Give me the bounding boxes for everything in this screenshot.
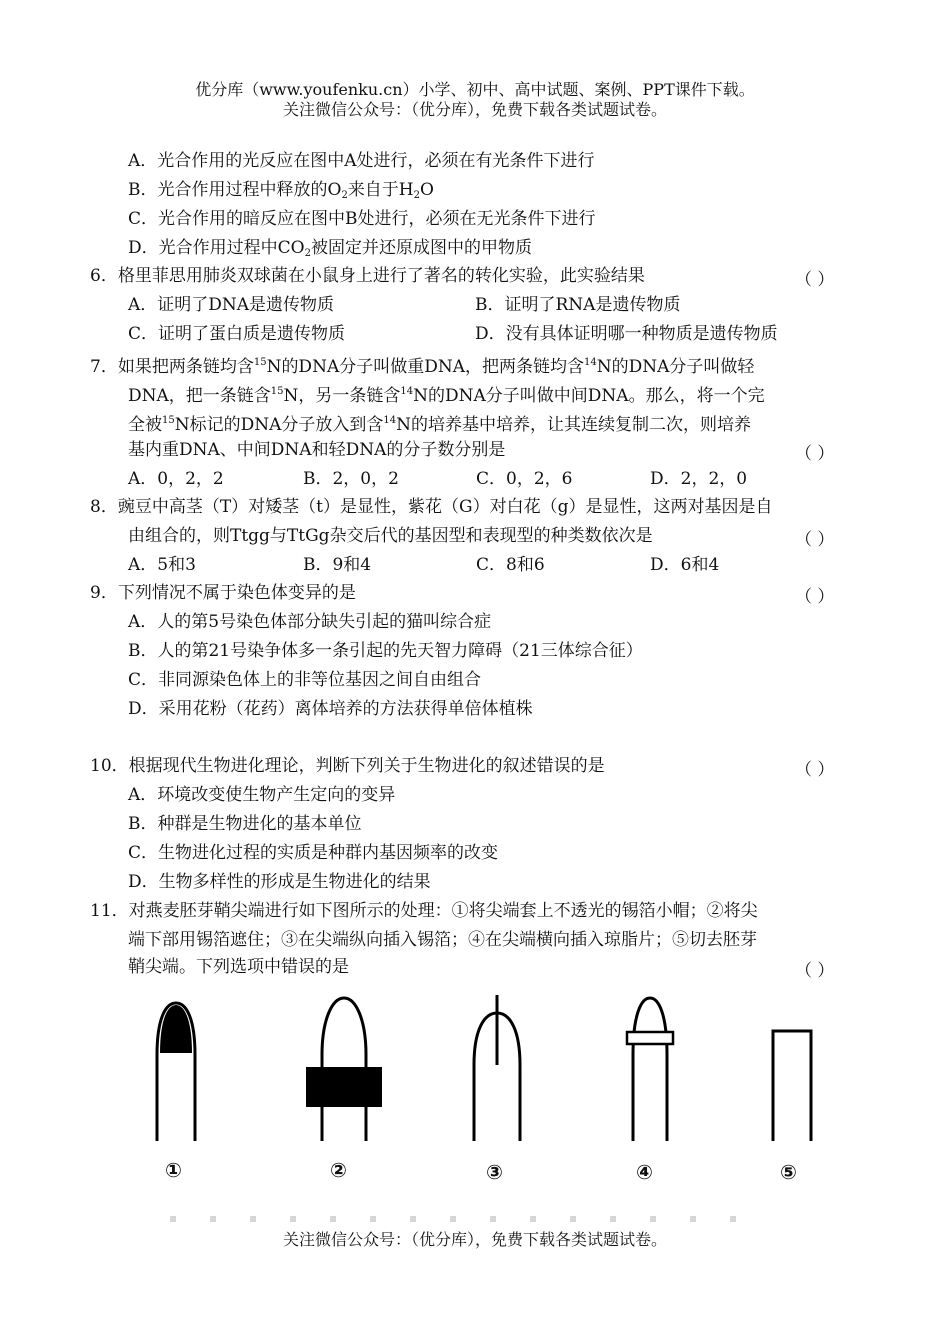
q9-answer-paren: （ ） (795, 587, 835, 607)
coleoptile-4 (627, 998, 673, 1141)
q8-answer-paren: （ ） (795, 530, 835, 550)
q6-answer-paren: （ ） (795, 270, 835, 290)
q7-line-1: 7．如果把两条链均含$^{15}$N的DNA分子叫做重DNA，把两条链均含$^{14}$N的DNA分子叫做轻 (90, 357, 755, 377)
q10-option-a: A．环境改变使生物产生定向的变异 (128, 785, 396, 805)
q11-line-2: 端下部用锡箔遮住；③在尖端纵向插入锡箔；④在尖端横向插入琼脂片；⑤切去胚芽 (128, 930, 757, 950)
q10-option-c: C．生物进化过程的实质是种群内基因频率的改变 (128, 843, 499, 863)
q9-option-d: D．采用花粉（花药）离体培养的方法获得单倍体植株 (128, 699, 533, 719)
header-line-1: 优分库（www.youfenku.cn）小学、初中、高中试题、案例、PPT课件下载。 (195, 80, 755, 99)
foil-band (306, 1067, 382, 1107)
q8-option-d: D．6和4 (650, 555, 720, 575)
q6-option-c: C．证明了蛋白质是遗传物质 (128, 324, 346, 344)
q6-option-a: A．证明了DNA是遗传物质 (128, 295, 335, 315)
q10-option-b: B．种群是生物进化的基本单位 (128, 814, 362, 834)
figure-label-2: ② (330, 1158, 347, 1182)
coleoptile-figure (140, 995, 820, 1155)
q7-line-2: DNA，把一条链含$^{15}$N，另一条链含$^{14}$N的DNA分子叫做中间DNA。那么，将一个完 (128, 386, 765, 406)
q7-option-c: C．0，2，6 (476, 469, 573, 489)
q11-line-1: 11．对燕麦胚芽鞘尖端进行如下图所示的处理：①将尖端套上不透光的锡箔小帽；②将尖 (90, 901, 758, 921)
q8-line-2: 由组合的，则Ttgg与TtGg杂交后代的基因型和表现型的种类数依次是 (128, 526, 653, 546)
q9-option-b: B．人的第21号染争体多一条引起的先天智力障碍（21三体综合征） (128, 641, 643, 661)
q7-option-d: D．2，2，0 (650, 469, 748, 489)
q7-line-3: 全被$^{15}$N标记的DNA分子放入到含$^{14}$N的培养基中培养，让其连续复制二次，则培养 (128, 415, 752, 435)
q7-option-a: A．0，2，2 (128, 469, 224, 489)
q6-option-d: D．没有具体证明哪一种物质是遗传物质 (475, 324, 778, 344)
q9-option-a: A．人的第5号染色体部分缺失引起的猫叫综合症 (128, 612, 492, 632)
q7-line-4: 基内重DNA、中间DNA和轻DNA的分子数分别是 (128, 440, 506, 460)
coleoptile-5 (773, 1031, 811, 1141)
agar-slice (627, 1032, 673, 1044)
coleoptile-3 (474, 995, 520, 1141)
figure-label-3: ③ (486, 1160, 503, 1184)
q8-option-c: C．8和6 (476, 555, 545, 575)
q10-stem: 10．根据现代生物进化理论，判断下列关于生物进化的叙述错误的是 (90, 756, 605, 776)
q9-stem: 9．下列情况不属于染色体变异的是 (90, 583, 356, 603)
q8-option-a: A．5和3 (128, 555, 196, 575)
q11-answer-paren: （ ） (795, 961, 835, 981)
footer-line: 关注微信公众号：（优分库），免费下载各类试题试卷。 (282, 1230, 667, 1249)
q8-option-b: B．9和4 (303, 555, 372, 575)
q5-option-d: D．光合作用过程中$CO_2$被固定并还原成图中的甲物质 (128, 238, 532, 259)
q8-line-1: 8．豌豆中高茎（T）对矮茎（t）是显性，紫花（G）对白花（g）是显性，这两对基因是自 (90, 497, 773, 517)
q6-option-b: B．证明了RNA是遗传物质 (475, 295, 681, 315)
q5-option-a: A．光合作用的光反应在图中A处进行，必须在有光条件下进行 (128, 151, 595, 171)
header-line-2: 关注微信公众号：（优分库），免费下载各类试题试卷。 (282, 100, 667, 119)
q10-answer-paren: （ ） (795, 760, 835, 780)
figure-label-5: ⑤ (780, 1160, 797, 1184)
q6-stem: 6．格里菲思用肺炎双球菌在小鼠身上进行了著名的转化实验，此实验结果 (90, 266, 645, 286)
coleoptile-2 (306, 998, 382, 1141)
q7-answer-paren: （ ） (795, 444, 835, 464)
q9-option-c: C．非同源染色体上的非等位基因之间自由组合 (128, 670, 482, 690)
figure-label-4: ④ (636, 1160, 653, 1184)
q5-option-b: B．光合作用过程中释放的$O_2$来自于$H_2O$ (128, 180, 434, 201)
faded-text-remnant (170, 1216, 770, 1222)
q10-option-d: D．生物多样性的形成是生物进化的结果 (128, 872, 431, 892)
coleoptile-1 (157, 1003, 195, 1141)
q5-option-c: C．光合作用的暗反应在图中B处进行，必须在无光条件下进行 (128, 209, 596, 229)
q11-line-3: 鞘尖端。下列选项中错误的是 (128, 957, 349, 977)
figure-label-1: ① (165, 1158, 182, 1182)
q7-option-b: B．2，0，2 (303, 469, 399, 489)
